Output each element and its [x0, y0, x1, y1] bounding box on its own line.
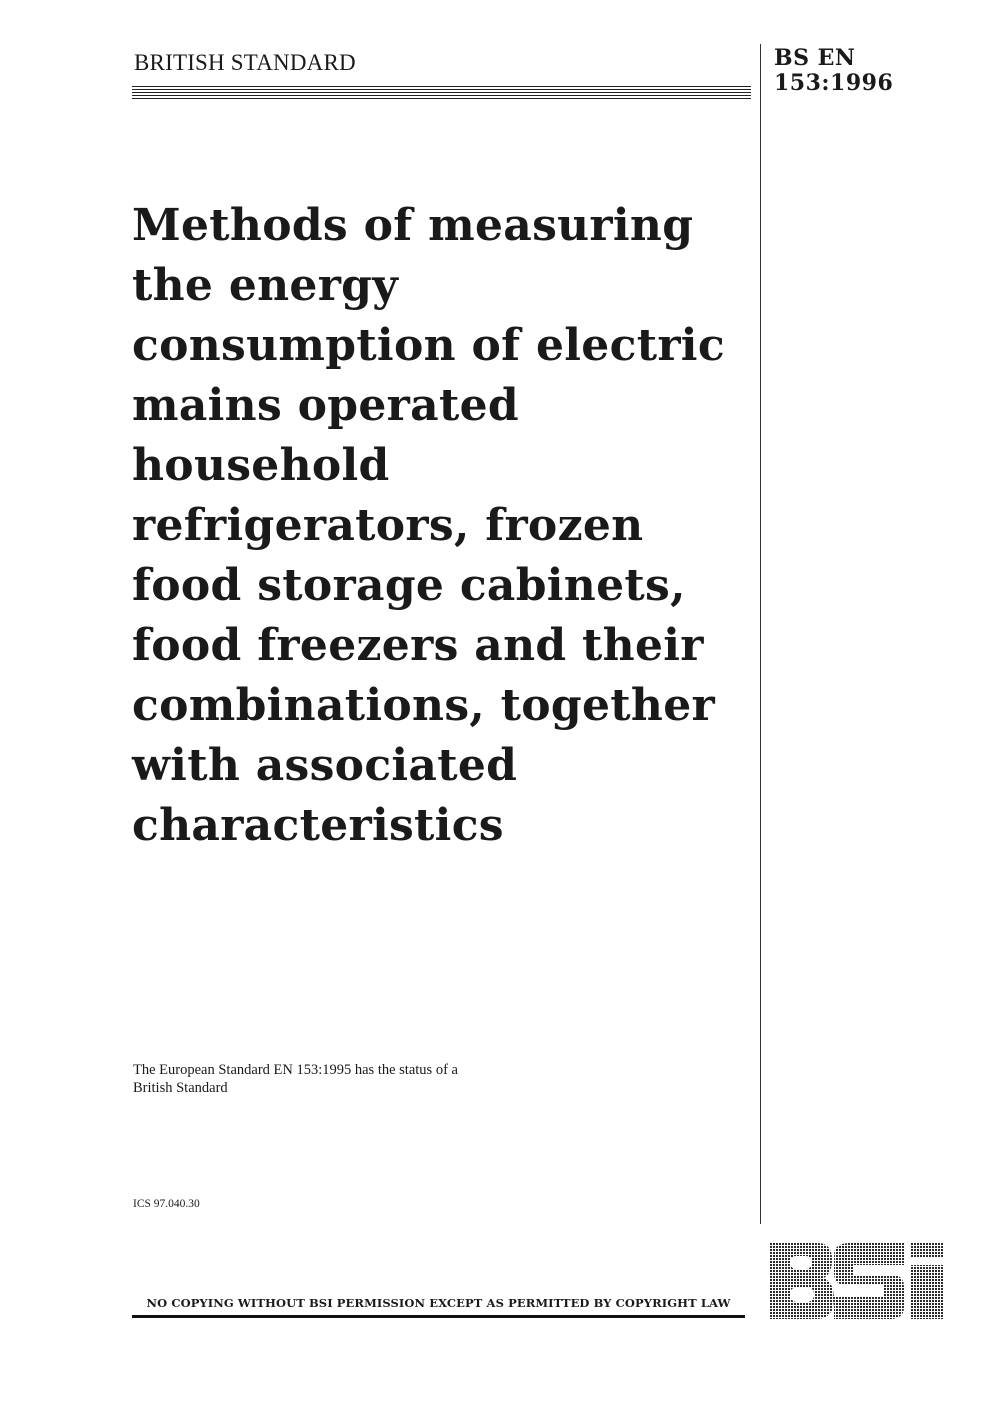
ics-code: ICS 97.040.30	[133, 1198, 200, 1210]
document-title	[132, 196, 752, 856]
title-line: Methods of measuring	[132, 200, 694, 251]
header-rule-divider	[132, 86, 751, 99]
copyright-rule-divider	[132, 1315, 745, 1318]
title-line: food storage cabinets,	[132, 560, 686, 611]
vertical-rule-divider	[760, 44, 761, 1224]
standard-number-line1: BS EN	[774, 45, 856, 71]
title-line: the energy	[132, 260, 399, 311]
title-line: combinations, together	[132, 680, 715, 731]
status-line: British Standard	[133, 1080, 228, 1096]
standard-number-line2: 153:1996	[774, 70, 894, 96]
title-line: refrigerators, frozen	[132, 500, 644, 551]
title-line: mains operated	[132, 380, 519, 431]
title-line: characteristics	[132, 800, 504, 851]
document-header-label: BRITISH STANDARD	[134, 50, 356, 75]
standard-number	[774, 46, 893, 96]
title-line: household	[132, 440, 390, 491]
copyright-notice: NO COPYING WITHOUT BSI PERMISSION EXCEPT AS PERMITTED BY COPYRIGHT LAW	[146, 1296, 731, 1310]
status-line: The European Standard EN 153:1995 has the status of a	[133, 1062, 458, 1078]
title-line: consumption of electric	[132, 320, 725, 371]
status-statement	[133, 1061, 603, 1097]
title-line: food freezers and their	[132, 620, 704, 671]
bsi-logo-icon	[770, 1243, 946, 1323]
title-line: with associated	[132, 740, 518, 791]
